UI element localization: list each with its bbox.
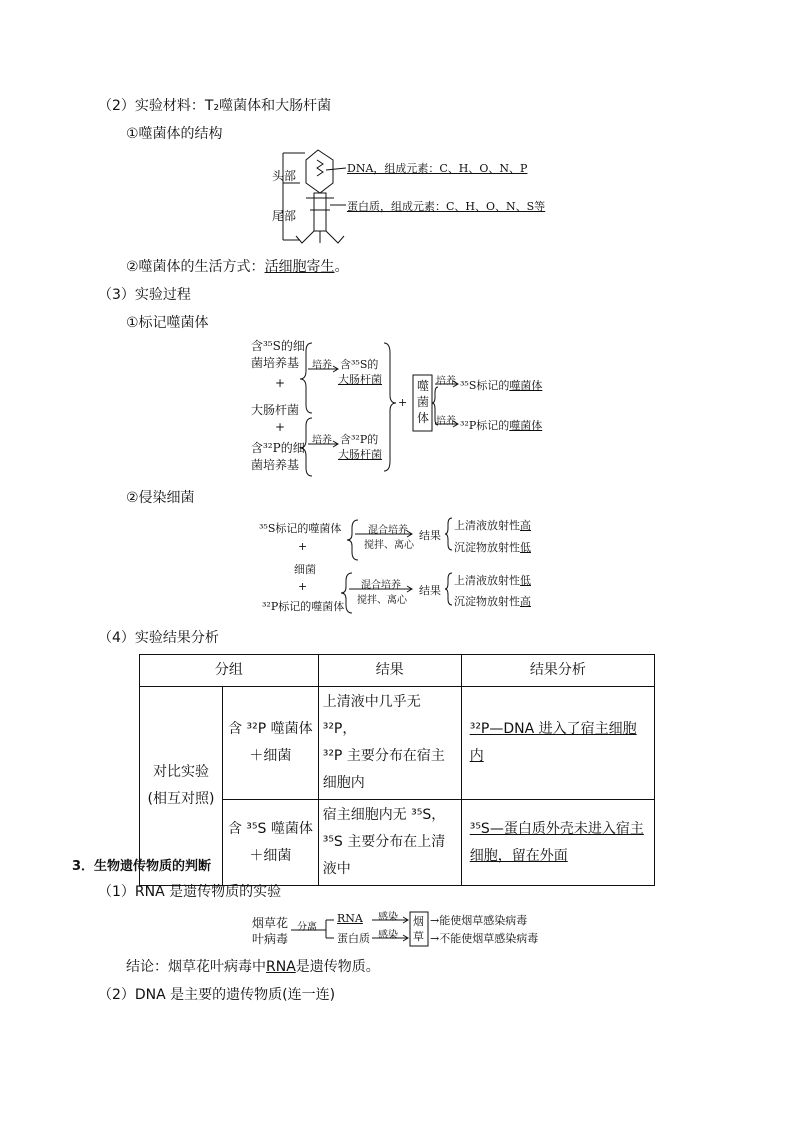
sediment-p-answer: 高	[520, 595, 531, 608]
row2-result-cell	[318, 800, 461, 886]
sediment-s	[454, 539, 531, 555]
stir-label-1: 搅拌、离心	[364, 540, 414, 551]
infect-label-1: 感染	[378, 912, 398, 923]
sediment-p-prefix: 沉淀物放射性	[454, 595, 520, 608]
lifestyle-prefix: ②噬菌体的生活方式：	[126, 259, 265, 275]
cannot-infect-label: →不能使烟草感染病毒	[430, 932, 539, 945]
infect-label-2: 感染	[378, 930, 398, 941]
bacteria-label: 细菌	[294, 563, 316, 576]
row1-analysis: ³²P—DNA 进入了宿主细胞内	[469, 721, 637, 764]
row1-group-line2: ＋细菌	[249, 748, 292, 764]
ecoli-label: 大肠杆菌	[251, 403, 300, 417]
table-header-row	[140, 655, 655, 687]
dna-composition: DNA，组成元素：C、H、O、N、P	[347, 162, 528, 175]
row2-result-line3: 液中	[322, 861, 351, 877]
separate-label: 分离	[297, 922, 317, 933]
phage-structure-heading: ①噬菌体的结构	[126, 126, 223, 142]
supernatant-p	[454, 572, 531, 588]
sediment-s-answer: 低	[520, 541, 531, 554]
mix-label-2: 混合培养	[361, 580, 401, 591]
head-label: 头部	[272, 169, 297, 183]
section-4-title: （4）实验结果分析	[98, 630, 219, 646]
output-p-answer: 噬菌体	[509, 419, 543, 432]
rna-label: RNA	[337, 912, 363, 925]
row2-analysis-cell	[461, 800, 654, 886]
row2-analysis-line2: 细胞，留在外面	[469, 847, 568, 864]
row1-result-line1: 上清液中几乎无 ³²P，	[322, 694, 421, 737]
tail-label: 尾部	[272, 209, 297, 223]
supernatant-s-prefix: 上清液放射性	[454, 519, 520, 532]
sediment-s-prefix: 沉淀物放射性	[454, 541, 520, 554]
phage-structure-icon	[283, 150, 346, 243]
result-label-2: 结果	[419, 584, 441, 597]
s-phage-label: ³⁵S标记的噬菌体	[259, 522, 342, 535]
section-3-title: （3）实验过程	[98, 287, 191, 303]
result-s-line2: 大肠杆菌	[338, 373, 382, 386]
row2-group-cell	[223, 800, 319, 886]
result-label-1: 结果	[419, 529, 441, 542]
infect-bacteria-heading: ②侵染细菌	[126, 490, 195, 506]
protein-label: 蛋白质	[337, 932, 370, 945]
conclusion-prefix: 结论：烟草花叶病毒中	[126, 959, 266, 975]
output-p-prefix: ³²P标记的	[460, 419, 510, 432]
culture-label-1: 培养	[312, 360, 332, 371]
result-s-line1: 含³⁵S的	[340, 358, 379, 371]
group-label-line1: 对比实验	[153, 764, 209, 780]
plus-sign-3: +	[398, 396, 408, 409]
plus-sign-5: +	[298, 580, 308, 593]
output-p-phage	[460, 417, 542, 433]
medium-s-line1: 含³⁵S的细	[251, 339, 305, 353]
header-group: 分组	[140, 655, 319, 687]
row1-group-line1: 含 ³²P 噬菌体	[228, 721, 313, 737]
section-2-title: （2）实验材料：T₂噬菌体和大肠杆菌	[98, 98, 332, 114]
row2-result-line1: 宿主细胞内无 ³⁵S，	[322, 807, 446, 823]
section-5-title: 3．生物遗传物质的判断	[72, 859, 212, 874]
group-label-line2: (相互对照)	[147, 791, 215, 807]
supernatant-s-answer: 高	[520, 519, 531, 532]
result-p-line1: 含³²P的	[340, 433, 379, 446]
row2-analysis-line1: ³⁵S—蛋白质外壳未进入宿主	[469, 820, 644, 837]
row1-result-line3: 细胞内	[322, 775, 365, 791]
row1-analysis-cell	[461, 687, 654, 800]
table-row	[140, 687, 655, 800]
medium-p-line1: 含³²P的细	[251, 441, 305, 455]
lifestyle-answer: 活细胞寄生	[264, 259, 335, 275]
dna-main-heading: （2）DNA 是主要的遗传物质(连一连)	[98, 987, 336, 1003]
sediment-p	[454, 593, 531, 609]
conclusion-suffix: 是遗传物质。	[295, 959, 380, 975]
culture-label-3: 培养	[436, 376, 456, 387]
lifestyle-suffix: 。	[334, 259, 349, 275]
tmv-line1: 烟草花	[252, 916, 289, 930]
phage-box-label: 噬菌体	[416, 379, 429, 425]
conclusion-answer: RNA	[266, 959, 296, 975]
row2-group-line1: 含 ³⁵S 噬菌体	[227, 820, 313, 837]
plus-sign-1: +	[275, 376, 286, 390]
stir-label-2: 搅拌、离心	[357, 595, 407, 606]
header-analysis: 结果分析	[461, 655, 654, 687]
row1-result-line2: ³²P 主要分布在宿主	[322, 748, 445, 764]
supernatant-p-answer: 低	[520, 574, 531, 587]
result-p-line2: 大肠杆菌	[338, 448, 382, 461]
output-s-prefix: ³⁵S标记的	[460, 379, 510, 392]
tobacco-box-label: 烟草	[413, 915, 424, 943]
row2-result-line2: ³⁵S 主要分布在上清	[322, 834, 446, 850]
output-s-phage	[460, 377, 542, 393]
medium-p-line2: 菌培养基	[251, 458, 300, 472]
output-s-answer: 噬菌体	[509, 379, 543, 392]
supernatant-p-prefix: 上清液放射性	[454, 574, 520, 587]
plus-sign-4: +	[298, 540, 308, 553]
result-analysis-table	[139, 654, 655, 886]
protein-composition: 蛋白质，组成元素：C、H、O、N、S等	[347, 200, 546, 213]
plus-sign-2: +	[275, 420, 286, 434]
header-result: 结果	[318, 655, 461, 687]
supernatant-s	[454, 517, 531, 533]
tmv-line2: 叶病毒	[252, 932, 289, 946]
culture-label-2: 培养	[312, 435, 332, 446]
medium-s-line2: 菌培养基	[251, 356, 300, 370]
rna-experiment-heading: （1）RNA 是遗传物质的实验	[98, 884, 282, 900]
row2-group-line2: ＋细菌	[249, 847, 292, 864]
phage-lifestyle	[126, 256, 349, 276]
conclusion	[126, 956, 380, 976]
row1-group-cell	[223, 687, 319, 800]
label-phage-heading: ①标记噬菌体	[126, 315, 209, 331]
can-infect-label: →能使烟草感染病毒	[430, 914, 528, 927]
culture-label-4: 培养	[436, 416, 456, 427]
p-phage-label: ³²P标记的噬菌体	[262, 600, 345, 613]
mix-label-1: 混合培养	[368, 525, 408, 536]
row1-result-cell	[318, 687, 461, 800]
